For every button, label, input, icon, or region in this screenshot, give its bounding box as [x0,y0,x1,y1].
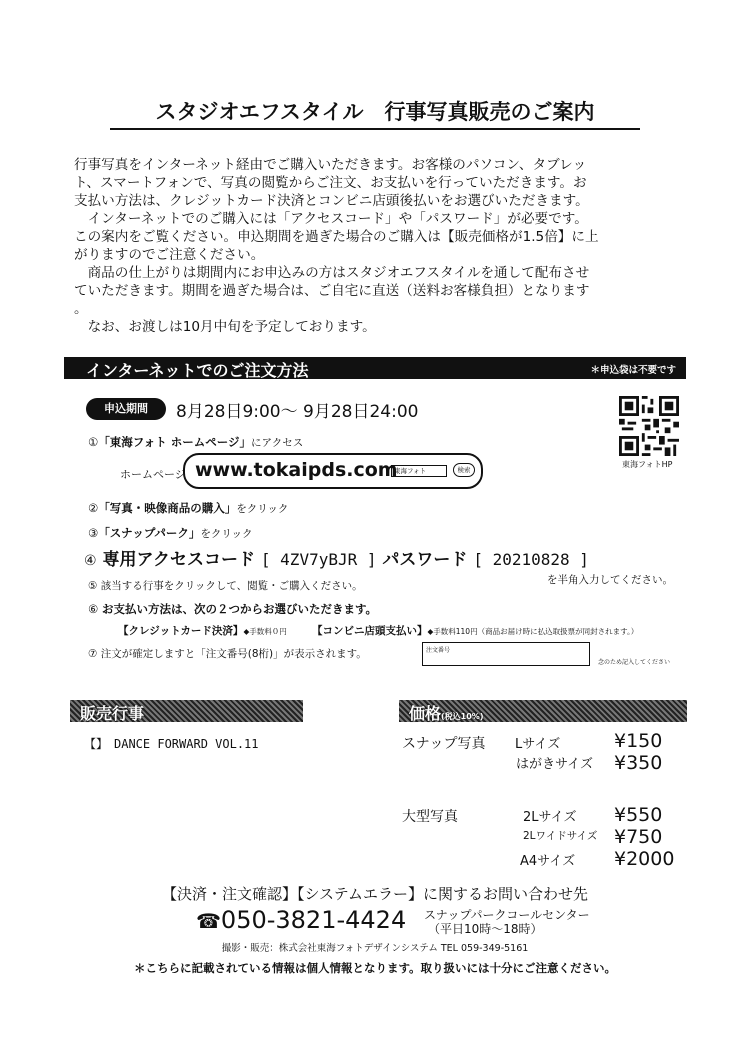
step-5-text: 該当する行事をクリックして、閲覧・ご購入ください。 [100,580,363,592]
step-1-text: にアクセス [251,437,304,449]
payment-credit [118,623,287,638]
step-number: ② [88,501,99,515]
events-title: 販売行事 [80,704,145,723]
step-number: ⑤ [88,580,98,592]
price-category-large: 大型写真 [402,809,458,825]
prices-header [399,700,687,722]
step-1 [88,434,303,450]
prices-title [409,701,483,724]
step-7-text: 注文が確定しますと「注文番号(8桁)」が表示されます。 [100,648,367,660]
intro-line: 。 [74,301,88,317]
step-number: ③ [88,526,99,540]
access-code-label: 専用アクセスコード [102,550,255,570]
url-search-box[interactable] [183,453,483,489]
phone-number-row [196,906,406,934]
homepage-url[interactable]: www.tokaipds.com [195,459,398,481]
intro-line: インターネットでのご購入には「アクセスコード」や「パスワード」が必要です。 [74,211,588,227]
qr-code-icon[interactable] [619,396,679,456]
access-code-value: [ 4ZV7yBJR ] [260,550,377,569]
price-size-2l-wide: 2Lワイドサイズ [523,830,598,842]
period-value: 8月28日9:00～ 9月28日24:00 [176,402,419,422]
step-1-target: 「東海フォト ホームページ」 [98,435,252,449]
payment-convenience-fee: ◆手数料110円（商品お届け時に払込取扱票が同封されます。） [427,627,639,636]
password-label: パスワード [382,550,468,570]
payment-credit-label: 【クレジットカード決済】 [118,625,244,637]
password-value: [ 20210828 ] [473,550,589,569]
intro-text [74,156,674,336]
intro-line: 行事写真をインターネット経由でご購入いただきます。お客様のパソコン、タブレッ [74,157,587,173]
phone-number[interactable]: 050-3821-4424 [220,906,407,934]
step-2-target: 「写真・映像商品の購入」 [98,501,237,515]
price-value-2l: ¥550 [614,804,663,826]
price-value-hagaki: ¥350 [614,752,663,774]
step-number: ⑥ [88,602,99,616]
step-3 [88,525,253,541]
call-center [424,908,590,936]
order-section-header [64,357,686,379]
intro-line: 支払い方法は、クレジットカード決済とコンビニ店頭後払いをお選びいただきます。 [74,193,589,209]
step-3-target: 「スナップパーク」 [98,526,201,540]
prices-title-text: 価格 [409,704,442,723]
intro-line: ていただきます。期間を過ぎた場合は、ご自宅に直送（送料お客様負担）となります [74,283,590,299]
price-value-2l-wide: ¥750 [614,826,663,848]
step-7 [88,646,367,661]
period-badge: 申込期間 [86,398,166,420]
step-3-text: をクリック [200,528,253,540]
step-6-text: お支払い方法は、次の２つからお選びいただきます。 [101,602,378,616]
price-size-a4: A4サイズ [520,854,576,869]
company-info: 撮影・販売：株式会社東海フォトデザインシステム TEL 059-349-5161 [221,943,529,954]
page-title: スタジオエフスタイル 行事写真販売のご案内 [110,96,640,130]
step-5 [88,578,363,593]
price-size-l: Lサイズ [515,737,561,752]
price-value-a4: ¥2000 [614,848,675,870]
call-center-name: スナップパークコールセンター [424,908,590,922]
price-category-snap: スナップ写真 [402,736,486,752]
order-number-field[interactable] [422,642,590,666]
search-field-mini: 東海フォト [391,465,447,477]
events-header [70,700,303,722]
payment-credit-fee: ◆手数料０円 [243,627,287,636]
event-item: 【】 DANCE FORWARD VOL.11 [84,737,259,751]
call-center-hours: （平日10時～18時） [428,922,543,936]
step-2 [88,500,288,516]
intro-line: この案内をご覧ください。申込期間を過ぎた場合のご購入は【販売価格が1.5倍】に上 [74,229,599,245]
price-size-hagaki: はがきサイズ [516,757,593,772]
step-2-text: をクリック [236,503,289,515]
payment-convenience [312,623,638,638]
prices-tax-note: (税込10%) [441,712,484,721]
search-button-mini: 検索 [453,463,475,477]
intro-line: ト、スマートフォンで、写真の閲覧からご注文、お支払いを行っていただきます。お [74,175,587,191]
intro-line: なお、お渡しは10月中旬を予定しております。 [74,319,376,335]
order-section-note: ＊申込袋は不要です [590,365,676,376]
phone-icon: ☎ [196,909,221,933]
payment-convenience-label: 【コンビニ店頭支払い】 [312,625,428,637]
intro-line: がりますのでご注意ください。 [74,247,265,263]
order-number-note: 念のため記入してください [598,659,671,666]
step-4 [84,545,589,570]
price-size-2l: 2Lサイズ [523,810,577,825]
order-number-label: 注文番号 [426,647,451,654]
intro-line: 商品の仕上がりは期間内にお申込みの方はスタジオエフスタイルを通して配布させ [74,265,590,281]
step-number: ④ [84,553,97,569]
qr-label: 東海フォトHP [622,460,673,469]
contact-heading: 【決済・注文確認】【システムエラー】に関するお問い合わせ先 [161,885,588,903]
step-number: ① [88,435,99,449]
step-number: ⑦ [88,648,98,660]
price-value-l: ¥150 [614,730,663,752]
step-6 [88,601,377,617]
order-section-title: インターネットでのご注文方法 [86,361,309,380]
privacy-note: ＊こちらに記載されている情報は個人情報となります。取り扱いには十分にご注意ください。 [133,961,617,975]
half-width-note: を半角入力してください。 [547,574,673,586]
homepage-label: ホームページ [120,468,186,481]
